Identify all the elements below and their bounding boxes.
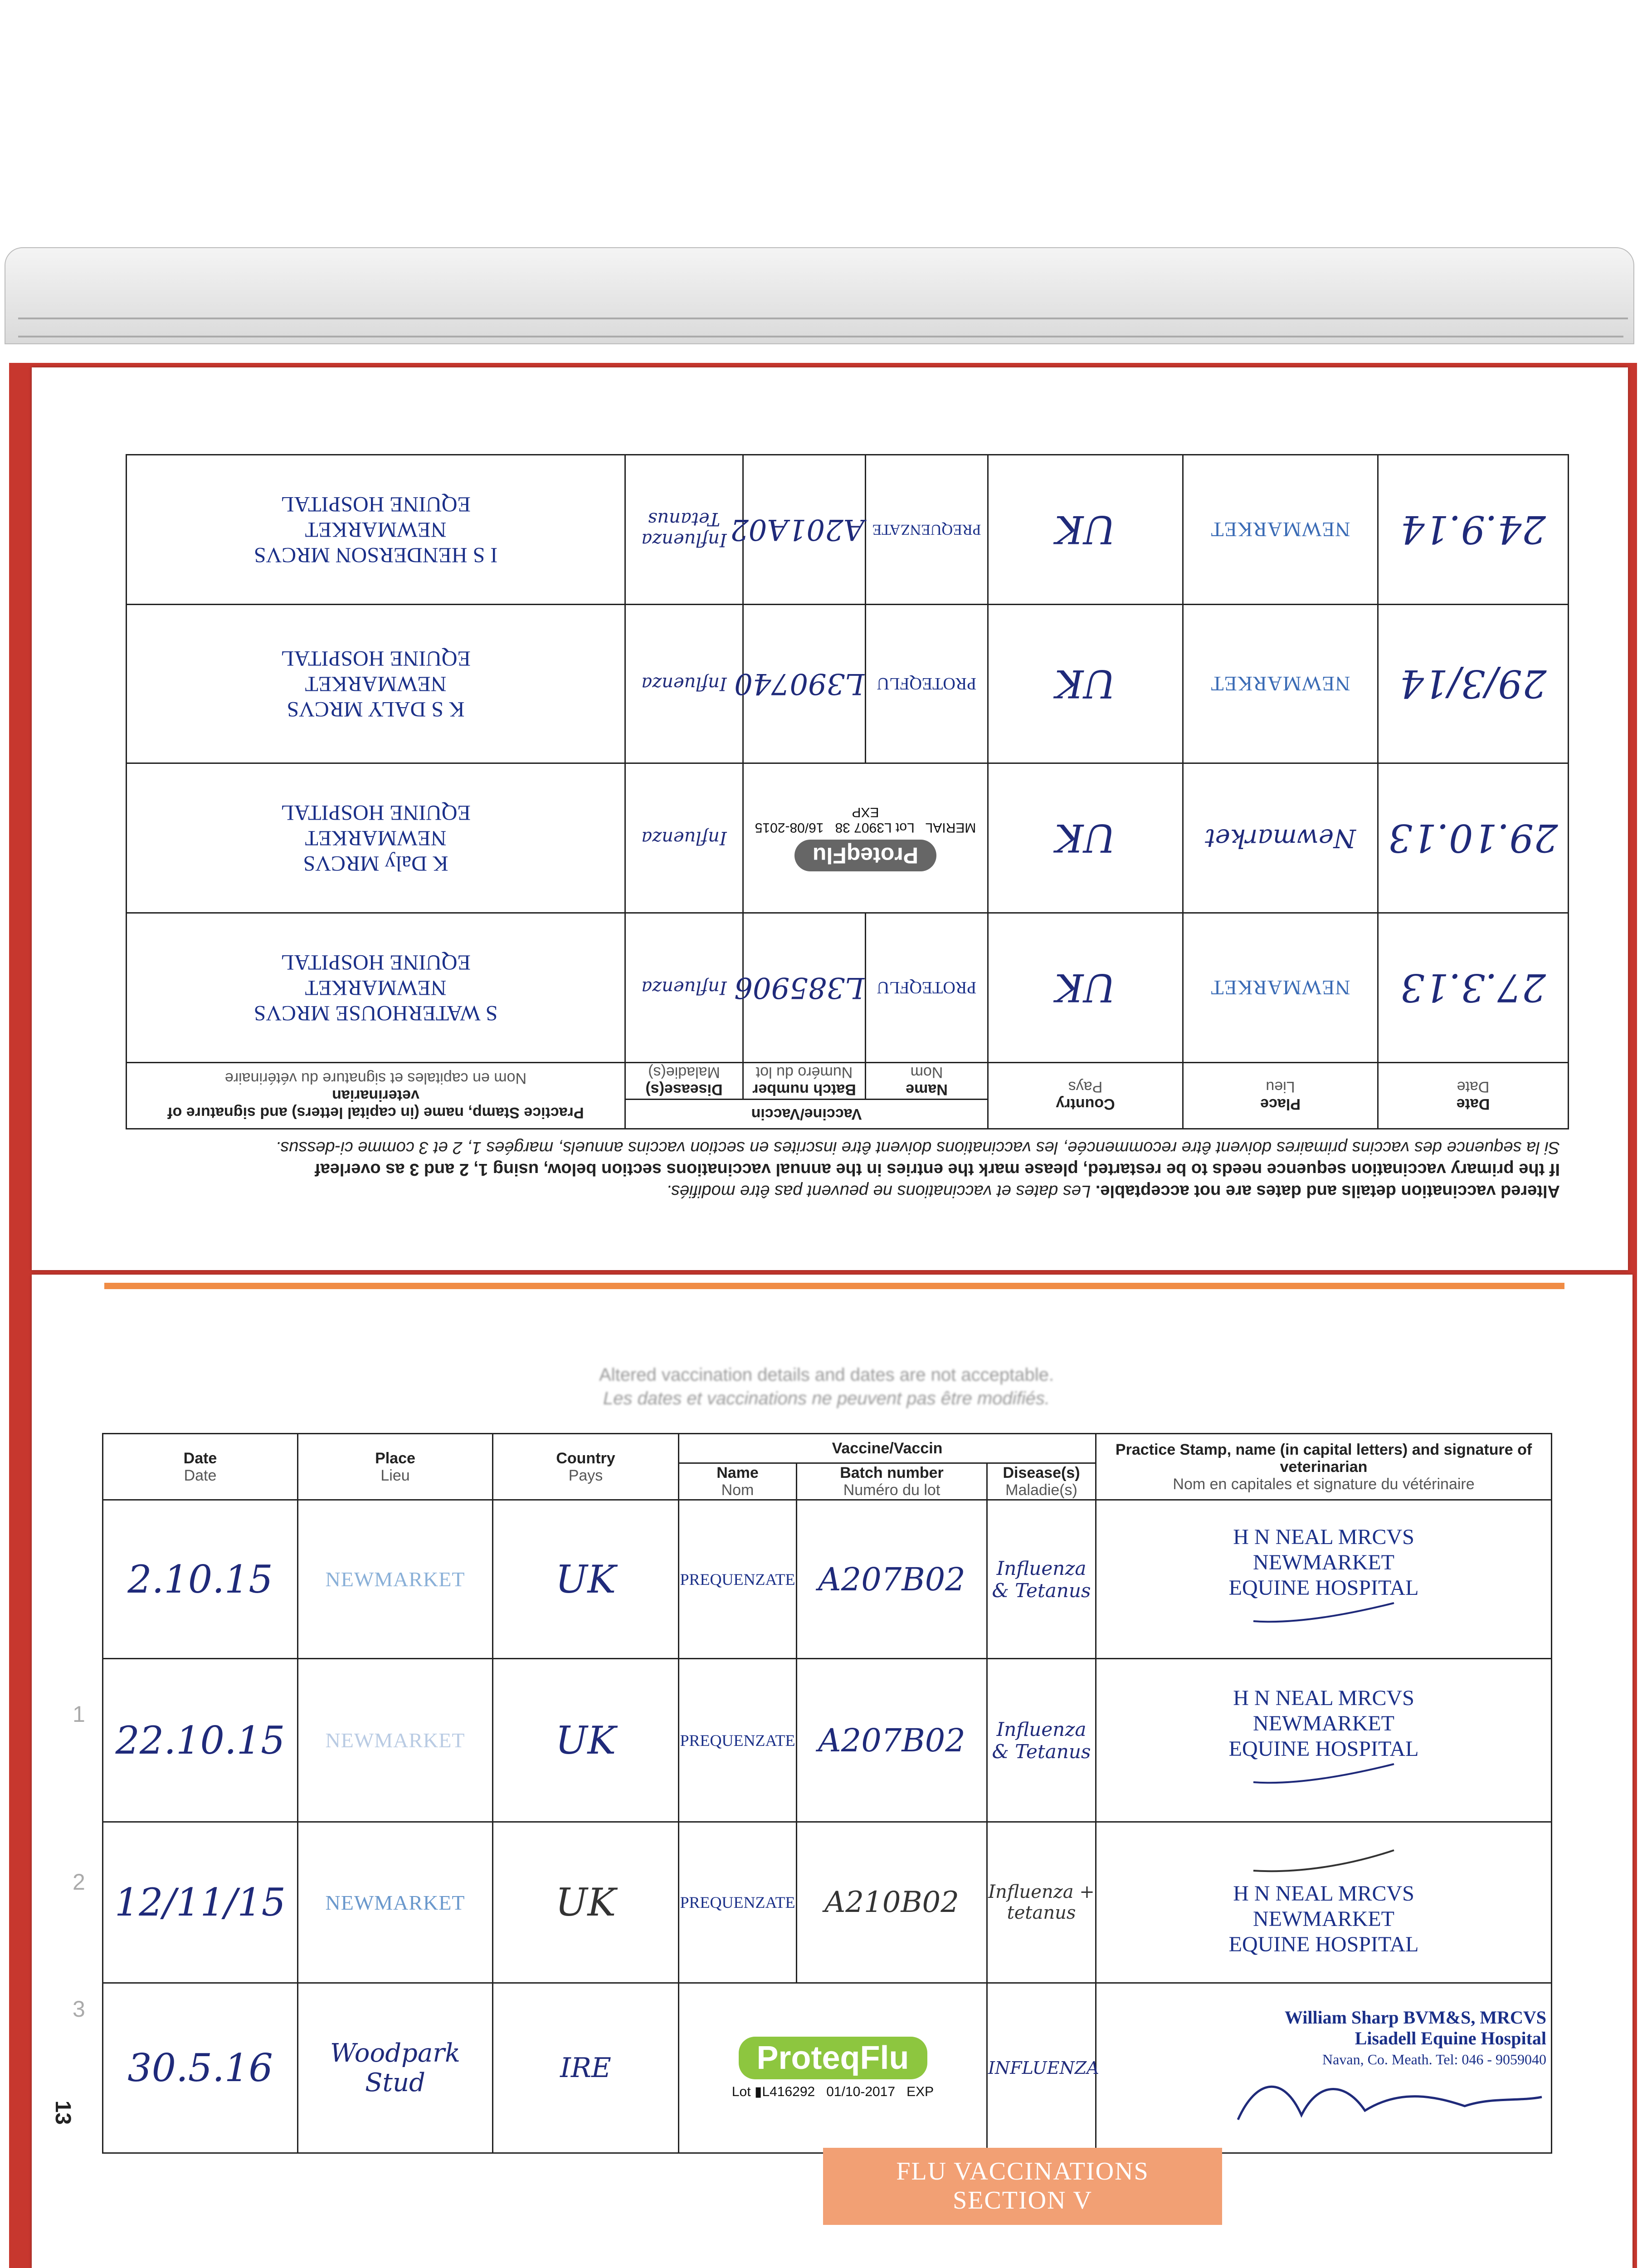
- vaccine-sticker: ProteqFlu: [794, 840, 936, 872]
- cell-country: IRE: [493, 1983, 679, 2153]
- cell-stamp: [1096, 1500, 1552, 1659]
- stamp-line: K Daly MRCVS: [303, 851, 448, 876]
- col-stamp: Practice Stamp, name (in capital letters) and signature of veterinarian Nom en capitales et signature du vétérinaire: [126, 1063, 625, 1129]
- upper-table: [126, 454, 1569, 1129]
- col-stamp: Practice Stamp, name (in capital letters) and signature of veterinarian Nom en capitales et signature du vétérinaire: [1096, 1434, 1552, 1500]
- margin-mark: 2: [73, 1869, 85, 1895]
- notice-line2: If the primary vaccination sequence needs to be restarted, please mark the entries in the annual vaccinations section below, using 1, 2 and 3 as overleaf: [314, 1160, 1560, 1179]
- upper-notice: [127, 1129, 1569, 1202]
- lower-vaccination-table: [102, 1363, 1551, 2154]
- section-label-line1: FLU VACCINATIONS: [896, 2157, 1149, 2185]
- sticker-brand: MERIAL: [926, 820, 976, 836]
- cell-stamp: [1096, 1659, 1552, 1822]
- table-row: [103, 1659, 1552, 1822]
- cell-date: 29/3/14: [1378, 605, 1569, 763]
- cell-batch: L390740: [743, 605, 866, 763]
- cell-country: UK: [493, 1822, 679, 1983]
- stamp-line: EQUINE HOSPITAL: [1228, 1932, 1419, 1956]
- cell-date: 27.3.13: [1378, 913, 1569, 1063]
- cell-batch: A201A02: [743, 455, 866, 605]
- cell-country: UK: [988, 455, 1183, 605]
- faded-notice-2: Les dates et vaccinations ne peuvent pas être modifiés.: [603, 1388, 1050, 1408]
- cell-country: UK: [988, 913, 1183, 1063]
- cell-batch: A207B02: [797, 1659, 987, 1822]
- cell-place: NEWMARKET: [1183, 605, 1378, 763]
- stamp-line: EQUINE HOSPITAL: [281, 646, 471, 671]
- col-date: Date Date: [1378, 1063, 1569, 1129]
- stamp-line: NEWMARKET: [305, 826, 447, 850]
- col-name: Name Nom: [866, 1063, 988, 1100]
- cell-vaccine-name: PROTEQFLU: [866, 605, 988, 763]
- table-row: [126, 913, 1568, 1063]
- stamp-line: K S DALY MRCVS: [287, 697, 465, 722]
- cell-place: Newmarket: [1183, 763, 1378, 913]
- stamp-line: EQUINE HOSPITAL: [281, 492, 471, 517]
- cell-date: 24.9.14: [1378, 455, 1569, 605]
- cell-batch: L385906: [743, 913, 866, 1063]
- table-row: [103, 1983, 1552, 2153]
- notice-line1-fr: Les dates et vaccinations ne peuvent pas être modifiés.: [666, 1182, 1091, 1201]
- margin-mark: 3: [73, 1996, 85, 2022]
- cell-date: 29.10.13: [1378, 763, 1569, 913]
- section-divider: [104, 1283, 1564, 1289]
- col-name: Name Nom: [679, 1463, 797, 1500]
- cell-place: NEWMARKET: [298, 1659, 493, 1822]
- cell-batch: A207B02: [797, 1500, 987, 1659]
- cell-vaccine-name: PROTEQFLU: [866, 913, 988, 1063]
- stamp-line: NEWMARKET: [305, 518, 447, 542]
- col-country: Country Pays: [493, 1434, 679, 1500]
- cell-country: UK: [493, 1659, 679, 1822]
- col-disease: Disease(s) Maladie(s): [625, 1063, 743, 1100]
- sleeve-edge: [18, 318, 1628, 319]
- stamp-line: H N NEAL MRCVS: [1233, 1525, 1414, 1549]
- stamp-line: NEWMARKET: [1253, 1550, 1394, 1574]
- table-row: [103, 1500, 1552, 1659]
- signature: [1249, 1762, 1398, 1789]
- cell-vaccine-label: [743, 763, 988, 913]
- sticker-lot-no: L416292: [762, 2084, 815, 2099]
- cell-disease: Influenza: [625, 763, 743, 913]
- cell-country: UK: [988, 763, 1183, 913]
- col-date: Date Date: [103, 1434, 298, 1500]
- stamp-line: S WATERHOUSE MRCVS: [253, 1001, 498, 1026]
- cell-batch: A210B02: [797, 1822, 987, 1983]
- sticker-lot: Lot L3907 38: [835, 820, 915, 836]
- cell-vaccine-name: PREQUENZATE: [679, 1822, 797, 1983]
- table-row: [126, 605, 1568, 763]
- cell-stamp: [126, 763, 625, 913]
- cell-vaccine-label: ProteqFlu Lot ▮L416292 01/10-2017 EXP: [679, 1983, 987, 2153]
- cell-disease: Influenza & Tetanus: [987, 1500, 1096, 1659]
- page-number: 13: [51, 2100, 75, 2125]
- cell-stamp: [1096, 1983, 1552, 2153]
- vaccine-sticker: ProteqFlu: [739, 2037, 927, 2079]
- cell-date: 12/11/15: [103, 1822, 298, 1983]
- signature: [1249, 1601, 1398, 1628]
- cell-date: 30.5.16: [103, 1983, 298, 2153]
- stamp-line: EQUINE HOSPITAL: [281, 950, 471, 975]
- cell-date: 22.10.15: [103, 1659, 298, 1822]
- cell-stamp: [126, 455, 625, 605]
- col-vaccine: Vaccine/Vaccin: [625, 1100, 988, 1129]
- section-label: [823, 2148, 1222, 2225]
- cell-disease: Influenza & Tetanus: [987, 1659, 1096, 1822]
- stamp-line: I S HENDERSON MRCVS: [253, 543, 498, 567]
- cell-vaccine-name: PREQUENZATE: [679, 1659, 797, 1822]
- col-place: Place Lieu: [1183, 1063, 1378, 1129]
- cell-disease: Influenza + tetanus: [987, 1822, 1096, 1983]
- sleeve-edge: [18, 336, 1623, 337]
- notice-line3-fr: Si la sequence des vaccins primaires doivent être recommencée, les vaccinations doivent être inscrites en section vaccins annuels, margées 1, 2 et 3 comme ci-dessus.: [275, 1138, 1560, 1157]
- col-batch: Batch number Numéro du lot: [743, 1063, 866, 1100]
- upper-vaccination-table: [127, 449, 1569, 1202]
- signature: [1229, 2070, 1546, 2124]
- stamp-line: EQUINE HOSPITAL: [1228, 1737, 1419, 1761]
- section-label-line2: SECTION V: [953, 2186, 1092, 2214]
- stamp-line: NEWMARKET: [1253, 1711, 1394, 1735]
- stamp-line: NEWMARKET: [305, 976, 447, 1000]
- stamp-line: Navan, Co. Meath. Tel: 046 - 9059040: [1322, 2051, 1547, 2068]
- stamp-line: EQUINE HOSPITAL: [1228, 1576, 1419, 1600]
- col-country: Country Pays: [988, 1063, 1183, 1129]
- sticker-exp: EXP: [906, 2084, 934, 2099]
- lower-table: [102, 1433, 1552, 2154]
- stamp-line: NEWMARKET: [1253, 1906, 1394, 1931]
- cell-place: NEWMARKET: [1183, 455, 1378, 605]
- cell-place: Woodpark Stud: [298, 1983, 493, 2153]
- cell-country: UK: [988, 605, 1183, 763]
- cell-place: NEWMARKET: [298, 1500, 493, 1659]
- cell-place: NEWMARKET: [298, 1822, 493, 1983]
- cell-place: NEWMARKET: [1183, 913, 1378, 1063]
- stamp-line: NEWMARKET: [305, 672, 447, 696]
- table-row: [126, 763, 1568, 913]
- sticker-exp: 16/08-2015 EXP: [755, 805, 879, 836]
- cell-disease: Influenza: [625, 913, 743, 1063]
- margin-mark: 1: [73, 1701, 85, 1727]
- cell-disease: INFLUENZA: [987, 1983, 1096, 2153]
- cell-date: 2.10.15: [103, 1500, 298, 1659]
- notice-line1: Altered vaccination details and dates are not acceptable.: [1095, 1182, 1560, 1201]
- stamp-line: Lisadell Equine Hospital: [1355, 2028, 1547, 2048]
- cell-stamp: [126, 913, 625, 1063]
- sticker-lot: Lot: [731, 2084, 751, 2099]
- table-row: [103, 1822, 1552, 1983]
- cell-country: UK: [493, 1500, 679, 1659]
- signature: [1249, 1848, 1398, 1875]
- cell-disease: Influenza: [625, 605, 743, 763]
- faded-notice-1: Altered vaccination details and dates are not acceptable.: [599, 1365, 1054, 1385]
- cell-stamp: [126, 605, 625, 763]
- plastic-sleeve: [5, 247, 1634, 344]
- stamp-line: EQUINE HOSPITAL: [281, 801, 471, 825]
- col-disease: Disease(s) Maladie(s): [987, 1463, 1096, 1500]
- stamp-line: H N NEAL MRCVS: [1233, 1881, 1414, 1906]
- cell-stamp: [1096, 1822, 1552, 1983]
- stamp-line: William Sharp BVM&S, MRCVS: [1284, 2007, 1547, 2028]
- table-row: [126, 455, 1568, 605]
- sticker-exp-date: 01/10-2017: [826, 2084, 896, 2099]
- stamp-line: H N NEAL MRCVS: [1233, 1686, 1414, 1710]
- cell-vaccine-name: PREQUENZATE: [679, 1500, 797, 1659]
- cell-disease: Influenza Tetanus: [625, 455, 743, 605]
- col-place: Place Lieu: [298, 1434, 493, 1500]
- cell-vaccine-name: PREQUENZATE: [866, 455, 988, 605]
- col-batch: Batch number Numéro du lot: [797, 1463, 987, 1500]
- col-vaccine: Vaccine/Vaccin: [679, 1434, 1096, 1463]
